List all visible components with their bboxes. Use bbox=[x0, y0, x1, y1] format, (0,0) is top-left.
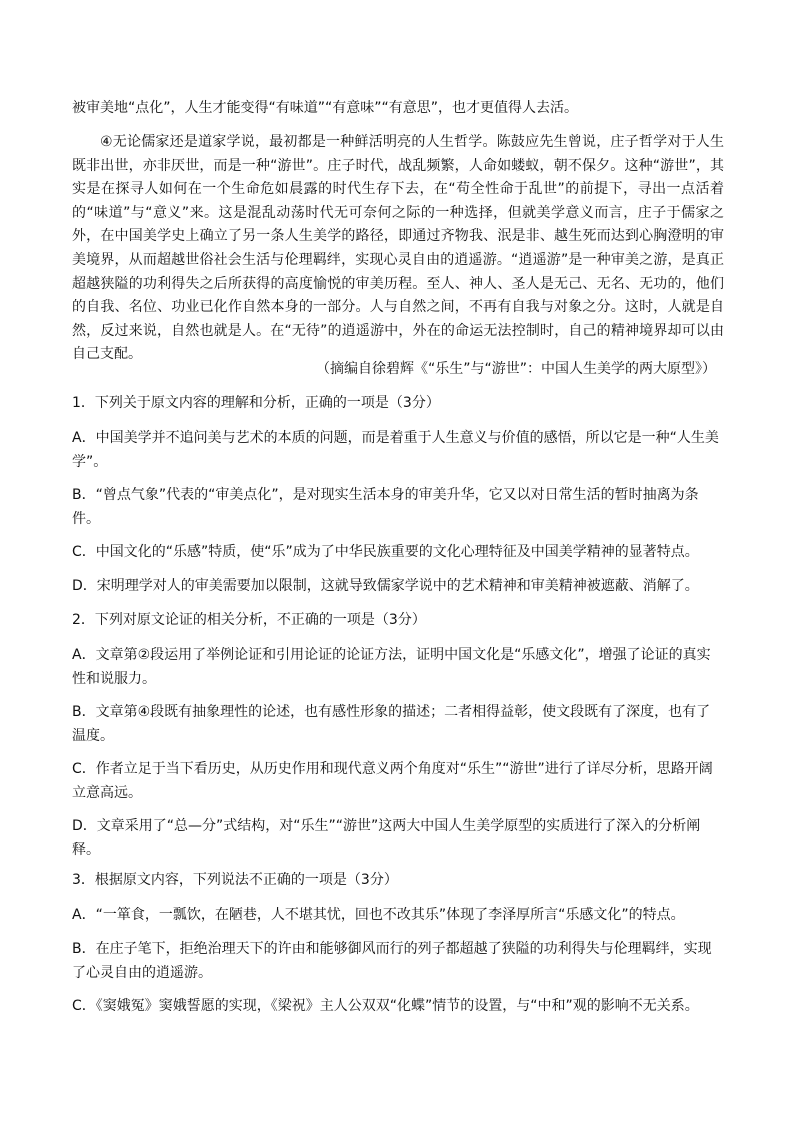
question-1-stem: 1．下列关于原文内容的理解和分析，正确的一项是（3分） bbox=[72, 395, 440, 411]
question-3-option-b: B．在庄子笔下，拒绝治理天下的许由和能够御风而行的列子都超越了狭隘的功利得失与伦理羁绊，实现了心灵自由的逍遥游。 bbox=[72, 941, 712, 981]
question-2-option-a: A．文章第②段运用了举例论证和引用论证的论证方法，证明中国文化是“乐感文化”，增强了论证的真实性和说服力。 bbox=[72, 647, 711, 687]
question-3-option-a: A．“一箪食，一瓢饮，在陋巷，人不堪其忧，回也不改其乐”体现了李泽厚所言“乐感文化”的特点。 bbox=[72, 907, 685, 923]
question-1-option-a: A．中国美学并不追问美与艺术的本质的问题，而是着重于人生意义与价值的感悟，所以它是一种“人生美学”。 bbox=[72, 430, 719, 470]
question-2-option-c: C．作者立足于当下看历史，从历史作用和现代意义两个角度对“乐生”“游世”进行了详尽分析，思路开阔立意高远。 bbox=[72, 761, 713, 801]
question-3-stem: 3．根据原文内容，下列说法不正确的一项是（3分） bbox=[72, 872, 398, 888]
question-3-option-c: C．《窦娥冤》窦娥誓愿的实现，《梁祝》主人公双双“化蝶”情节的设置，与“中和”观的影响不无关系。 bbox=[72, 998, 699, 1014]
question-2-option-b: B．文章第④段既有抽象理性的论述，也有感性形象的描述；二者相得益彰，使文段既有了深度，也有了温度。 bbox=[72, 704, 711, 744]
passage-paragraph-end: 被审美地“点化”，人生才能变得“有味道”“有意味”“有意思”，也才更值得人去活。 bbox=[72, 100, 579, 116]
question-1-option-b: B．“曾点气象”代表的“审美点化”，是对现实生活本身的审美升华，它又以对日常生活的暂时抽离为条件。 bbox=[72, 487, 699, 527]
question-2-stem: 2．下列对原文论证的相关分析，不正确的一项是（3分） bbox=[72, 612, 426, 628]
source-citation: （摘编自徐碧辉《“乐生”与“游世”：中国人生美学的两大原型》） bbox=[315, 361, 716, 377]
question-1-option-c: C．中国文化的“乐感”特质，使“乐”成为了中华民族重要的文化心理特征及中国美学精神的显著特点。 bbox=[72, 544, 699, 560]
passage-paragraph-4: ④无论儒家还是道家学说，最初都是一种鲜活明亮的人生哲学。陈鼓应先生曾说，庄子哲学对于人生既非出世，亦非厌世，而是一种“游世”。庄子时代，战乱频繁，人命如蝼蚁，朝不保夕。这种“游世”，其实是在探寻人如何在一个生命危如晨露的时代生存下去，在“苟全性命于乱世”的前提下，寻出一点活着的“味道”与“意义”来。这是混乱动荡时代无可奈何之际的一种选择，但就美学意义而言，庄子于儒家之外，在中国美学史上确立了另一条人生美学的路径，即通过齐物我、泯是非、越生死而达到心胸澄明的审美境界，从而超越世俗社会生活与伦理羁绊，实现心灵自由的逍遥游。“逍遥游”是一种审美之游，是真正超越狭隘的功利得失之后所获得的高度愉悦的审美历程。至人、神人、圣人是无己、无名、无功的，他们的自我、名位、功业已化作自然本身的一部分。人与自然之间，不再有自我与对象之分。这时，人就是自然，反过来说，自然也就是人。在“无待”的逍遥游中，外在的命运无法控制时，自己的精神境界却可以由自己支配。 bbox=[72, 134, 724, 363]
question-2-option-d: D．文章采用了“总—分”式结构，对“乐生”“游世”这两大中国人生美学原型的实质进行了深入的分析阐释。 bbox=[72, 818, 701, 858]
question-1-option-d: D．宋明理学对人的审美需要加以限制，这就导致儒家学说中的艺术精神和审美精神被遮蔽、消解了。 bbox=[72, 578, 699, 594]
